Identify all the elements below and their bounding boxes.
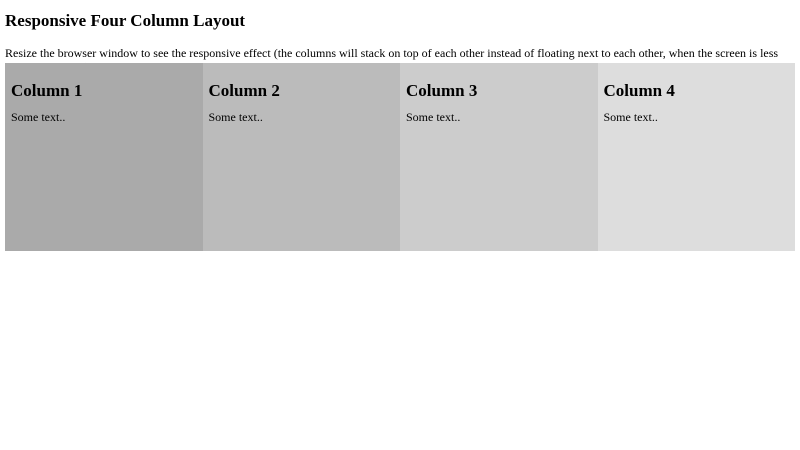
column-heading: Column 2 bbox=[208, 81, 280, 100]
column-heading: Column 1 bbox=[11, 81, 83, 100]
column-3 bbox=[400, 63, 598, 251]
page-title: Responsive Four Column Layout bbox=[5, 11, 246, 30]
column-4 bbox=[598, 63, 796, 251]
column-heading: Column 3 bbox=[406, 81, 478, 100]
column-text: Some text.. bbox=[406, 110, 461, 124]
column-1 bbox=[5, 63, 203, 251]
column-row bbox=[5, 63, 795, 251]
column-text: Some text.. bbox=[11, 110, 66, 124]
column-text: Some text.. bbox=[208, 110, 263, 124]
column-2 bbox=[203, 63, 401, 251]
column-heading: Column 4 bbox=[603, 81, 675, 100]
intro-text: Resize the browser window to see the responsive effect (the columns will stack on top of each other instead of floating next to each other, when the screen is less bbox=[5, 46, 779, 60]
column-text: Some text.. bbox=[603, 110, 658, 124]
